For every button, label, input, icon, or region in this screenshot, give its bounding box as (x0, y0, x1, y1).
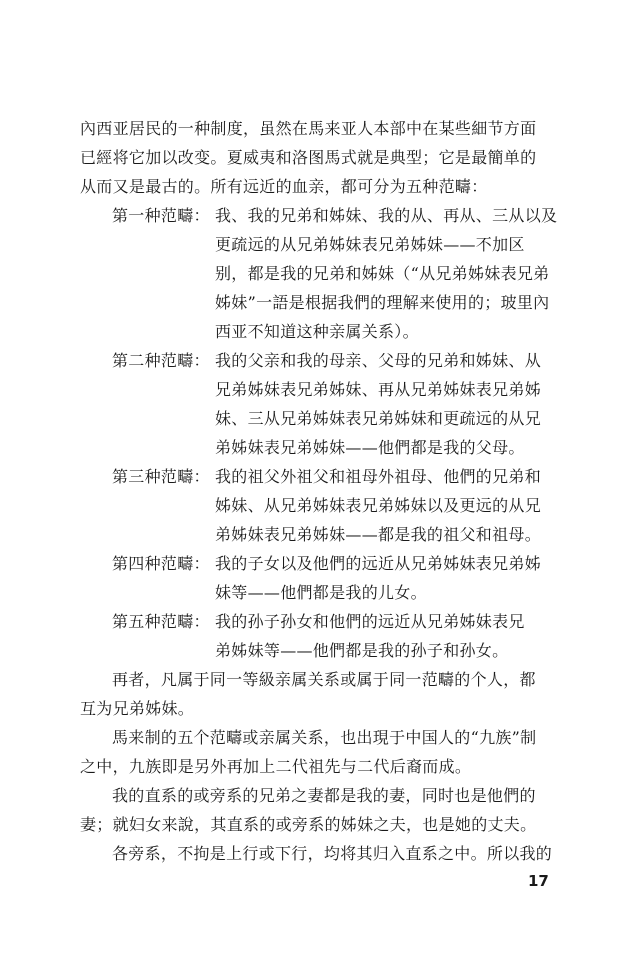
category-label: 第四种范疇： (112, 554, 210, 573)
category-line: 我的父亲和我的母亲、父母的兄弟和姊妹、从 (215, 351, 542, 370)
intro-line: 从而又是最古的。所有远近的血亲，都可分为五种范疇： (80, 177, 488, 196)
paragraph-line: 再者，凡属于同一等級亲属关系或属于同一范疇的个人，都 (112, 670, 536, 689)
category-line: 我的祖父外祖父和祖母外祖母、他們的兄弟和 (215, 467, 542, 486)
paragraph-line: 各旁系，不拘是上行或下行，均将其归入直系之中。所以我的 (112, 844, 553, 863)
category-line: 更疏远的从兄弟姊妹表兄弟姊妹——不加区 (215, 235, 525, 254)
category-line: 妹、三从兄弟姊妹表兄弟姊妹和更疏远的从兄 (215, 409, 542, 428)
category-label: 第三种范疇： (112, 467, 210, 486)
paragraph-line: 我的直系的或旁系的兄弟之妻都是我的妻，同时也是他們的 (112, 786, 536, 805)
paragraph-line: 馬来制的五个范疇或亲属关系，也出現于中国人的“九族”制 (112, 728, 537, 747)
category-line: 兄弟姊妹表兄弟姊妹、再从兄弟姊妹表兄弟姊 (215, 380, 542, 399)
category-line: 姊妹”一語是根据我們的理解来使用的；玻里內 (215, 293, 550, 312)
category-line: 弟姊妹表兄弟姊妹——都是我的祖父和祖母。 (215, 525, 542, 544)
category-line: 西亚不知道这种亲属关系）。 (215, 322, 419, 341)
category-line: 别，都是我的兄弟和姊妹（“从兄弟姊妹表兄弟 (215, 264, 550, 283)
category-line: 我的子女以及他們的远近从兄弟姊妹表兄弟姊 (215, 554, 542, 573)
paragraph-line: 之中，九族即是另外再加上二代祖先与二代后裔而成。 (80, 757, 472, 776)
category-line: 妹等——他們都是我的儿女。 (215, 583, 427, 602)
category-line: 我的孙子孙女和他們的远近从兄弟姊妹表兄 (215, 612, 525, 631)
category-label: 第一种范疇： (112, 206, 210, 225)
category-line: 弟姊妹等——他們都是我的孙子和孙女。 (215, 641, 509, 660)
category-line: 弟姊妹表兄弟姊妹——他們都是我的父母。 (215, 438, 525, 457)
paragraph-line: 互为兄弟姊妹。 (80, 699, 195, 718)
page-number: 17 (528, 872, 549, 890)
category-line: 姊妹、从兄弟姊妹表兄弟姊妹以及更远的从兄 (215, 496, 542, 515)
paragraph-line: 妻；就妇女来說，其直系的或旁系的姊妹之夫，也是她的丈夫。 (80, 815, 537, 834)
intro-line: 已經将它加以改变。夏威夷和洛图馬式就是典型；它是最簡单的 (80, 148, 537, 167)
category-label: 第五种范疇： (112, 612, 210, 631)
category-label: 第二种范疇： (112, 351, 210, 370)
category-line: 我、我的兄弟和姊妹、我的从、再从、三从以及 (215, 206, 558, 225)
intro-line: 內西亚居民的一种制度，虽然在馬来亚人本部中在某些細节方面 (80, 119, 537, 138)
